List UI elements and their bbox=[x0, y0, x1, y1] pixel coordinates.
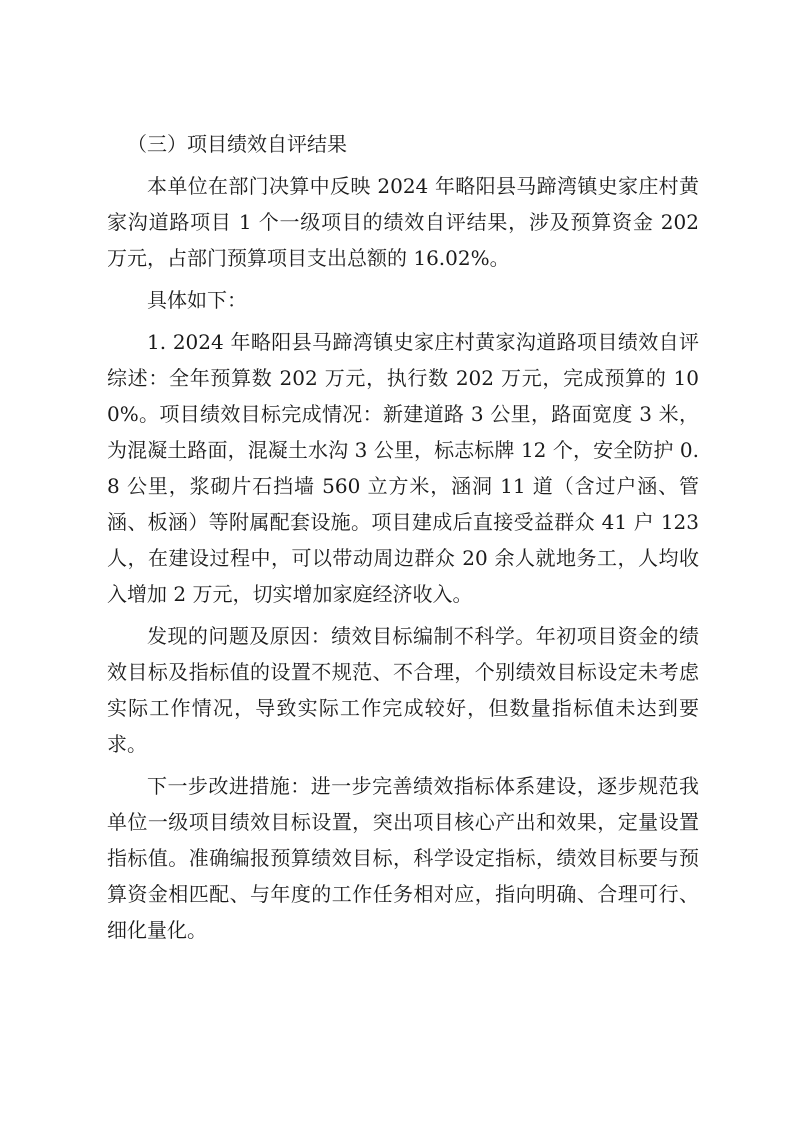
paragraph-project-overview: 1. 2024 年略阳县马蹄湾镇史家庄村黄家沟道路项目绩效自评综述：全年预算数 202 万元，执行数 202 万元，完成预算的 100%。项目绩效目标完成情况：新建道路 3 公里，路面宽度 3 米，为混凝土路面，混凝土水沟 3 公里，标志标牌 12 个，安全防护 0.8 公里，浆砌片石挡墙 560 立方米，涵洞 11 道（含过户涵、管涵、板涵）等附属配套设施。项目建成后直接受益群众 41 户 123 人，在建设过程中，可以带动周边群众 20 余人就地务工，人均收入增加 2 万元，切实增加家庭经济收入。 bbox=[107, 330, 699, 606]
paragraph-problems: 发现的问题及原因：绩效目标编制不科学。年初项目资金的绩效目标及指标值的设置不规范、不合理，个别绩效目标设定未考虑实际工作情况，导致实际工作完成较好，但数量指标值未达到要求。 bbox=[107, 624, 699, 756]
paragraph-details-intro: 具体如下： bbox=[147, 288, 247, 312]
section-heading: （三）项目绩效自评结果 bbox=[127, 132, 347, 156]
paragraph-summary: 本单位在部门决算中反映 2024 年略阳县马蹄湾镇史家庄村黄家沟道路项目 1 个一级项目的绩效自评结果，涉及预算资金 202 万元，占部门预算项目支出总额的 16.02%。 bbox=[107, 174, 699, 270]
paragraph-improvements: 下一步改进措施：进一步完善绩效指标体系建设，逐步规范我单位一级项目绩效目标设置，突出项目核心产出和效果，定量设置指标值。准确编报预算绩效目标，科学设定指标，绩效目标要与预算资金相匹配、与年度的工作任务相对应，指向明确、合理可行、细化量化。 bbox=[107, 774, 699, 942]
document-body bbox=[107, 126, 699, 954]
